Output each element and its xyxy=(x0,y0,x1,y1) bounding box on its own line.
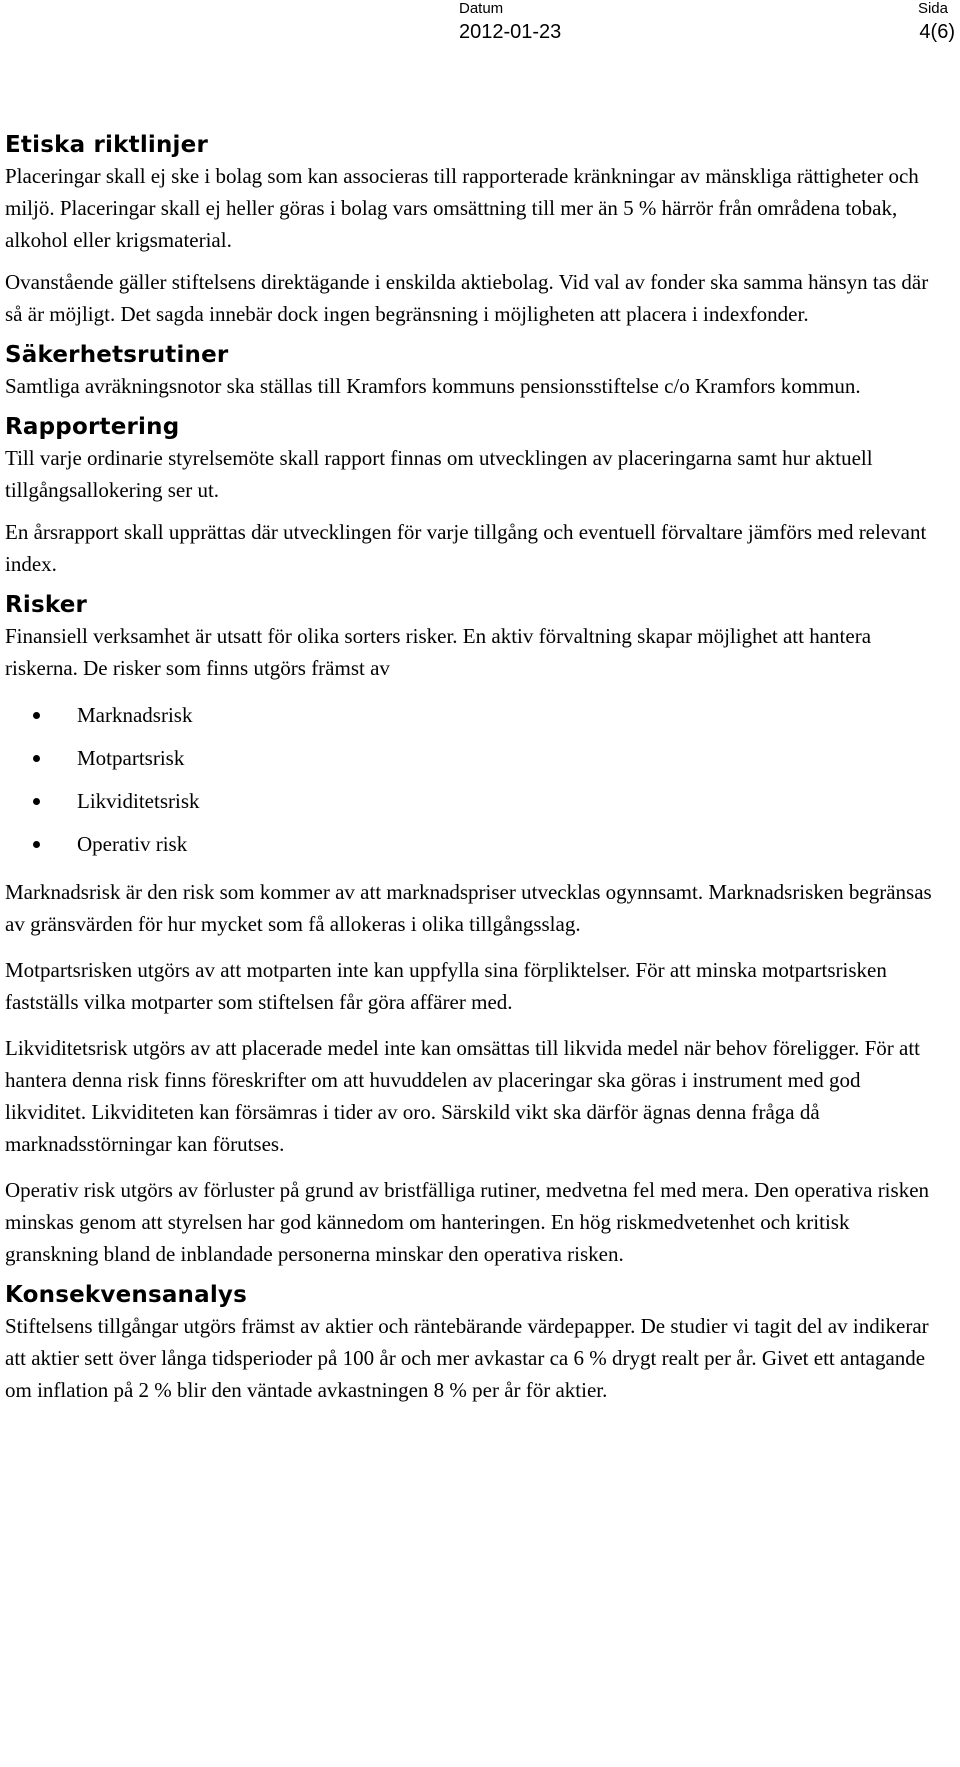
heading-consequence: Konsekvensanalys xyxy=(5,1282,248,1308)
risks-intro: Finansiell verksamhet är utsatt för olika sorters risker. En aktiv förvaltning skapar möjlighet att hantera riskerna. De risker som finns utgörs främst av xyxy=(5,624,872,680)
ethics-paragraph-1: Placeringar skall ej ske i bolag som kan associeras till rapporterade kränkningar av mänskliga rättigheter och miljö. Placeringar skall ej heller göras i bolag vars omsättning till mer än 5 % härrör från områdena tobak, alkohol eller krigsmaterial. xyxy=(5,164,919,252)
date-label: Datum xyxy=(459,0,504,17)
counterparty-risk-paragraph: Motpartsrisken utgörs av att motparten inte kan uppfylla sina förpliktelser. För att minska motpartsrisken fastställs vilka motparter som stiftelsen får göra affärer med. xyxy=(5,958,887,1014)
list-item-label: Operativ risk xyxy=(77,832,188,856)
reporting-paragraph-1: Till varje ordinarie styrelsemöte skall rapport finnas om utvecklingen av placeringarna samt hur aktuell tillgångsallokering ser ut. xyxy=(5,446,873,502)
page-number: 4(6) xyxy=(919,21,955,43)
reporting-paragraph-2: En årsrapport skall upprättas där utvecklingen för varje tillgång och eventuell förvaltare jämförs med relevant index. xyxy=(5,520,927,576)
market-risk-paragraph: Marknadsrisk är den risk som kommer av att marknadspriser utvecklas ogynnsamt. Marknadsrisken begränsas av gränsvärden för hur mycket som få allokeras i olika tillgångsslag. xyxy=(5,880,932,936)
liquidity-risk-paragraph: Likviditetsrisk utgörs av att placerade medel inte kan omsättas till likvida medel när behov föreligger. För att hantera denna risk finns föreskrifter om att huvuddelen av placeringar ska göras i instrument med god likviditet. Likviditeten kan försämras i tider av oro. Särskild vikt ska därför ägnas denna fråga då marknadsstörningar kan förutses. xyxy=(5,1036,920,1156)
list-item xyxy=(5,823,945,866)
heading-ethics: Etiska riktlinjer xyxy=(5,132,208,158)
list-item xyxy=(5,737,945,780)
list-item-label: Motpartsrisk xyxy=(77,746,185,770)
list-item xyxy=(5,780,945,823)
list-item xyxy=(5,694,945,737)
bullet-icon xyxy=(33,755,40,762)
security-paragraph: Samtliga avräkningsnotor ska ställas till Kramfors kommuns pensionsstiftelse c/o Kramfors kommun. xyxy=(5,374,861,398)
risk-list xyxy=(5,694,945,866)
bullet-icon xyxy=(33,798,40,805)
heading-risks: Risker xyxy=(5,592,88,618)
bullet-icon xyxy=(33,841,40,848)
page-label: Sida xyxy=(917,0,948,17)
bullet-icon xyxy=(33,712,40,719)
document-body xyxy=(5,130,945,1406)
list-item-label: Likviditetsrisk xyxy=(77,789,200,813)
heading-reporting: Rapportering xyxy=(5,414,180,440)
list-item-label: Marknadsrisk xyxy=(77,703,193,727)
operational-risk-paragraph: Operativ risk utgörs av förluster på grund av bristfälliga rutiner, medvetna fel med mera. Den operativa risken minskas genom att styrelsen har god kännedom om hanteringen. En hög riskmedvetenhet och kritisk granskning bland de inblandade personerna minskar den operativa risken. xyxy=(5,1178,930,1266)
ethics-paragraph-2: Ovanstående gäller stiftelsens direktägande i enskilda aktiebolag. Vid val av fonder ska samma hänsyn tas där så är möjligt. Det sagda innebär dock ingen begränsning i möjligheten att placera i indexfonder. xyxy=(5,270,929,326)
date-value: 2012-01-23 xyxy=(459,21,562,43)
consequence-paragraph: Stiftelsens tillgångar utgörs främst av aktier och räntebärande värdepapper. De studier vi tagit del av indikerar att aktier sett över långa tidsperioder på 100 år och mer avkastar ca 6 % drygt realt per år. Givet ett antagande om inflation på 2 % blir den väntade avkastningen 8 % per år för aktier. xyxy=(5,1314,929,1402)
heading-security: Säkerhetsrutiner xyxy=(5,342,229,368)
